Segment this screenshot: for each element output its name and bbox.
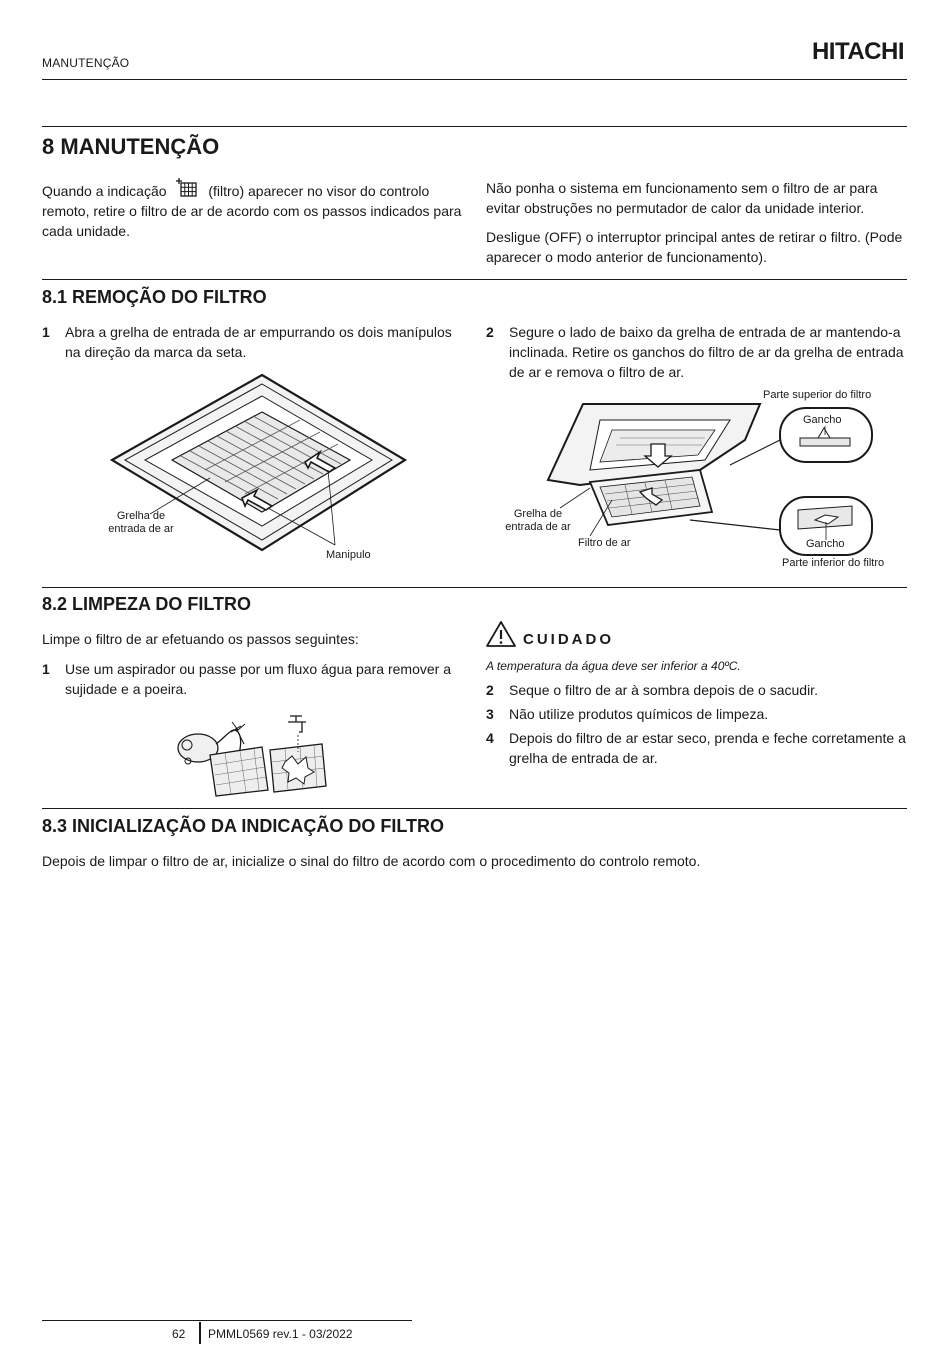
step-text: Não utilize produtos químicos de limpeza.: [509, 706, 769, 722]
intro-text-rest: remoto, retire o filtro de ar de acordo com os passos indicados para cada unidade.: [42, 203, 462, 239]
intro-right-p1: Não ponha o sistema em funcionamento sem o filtro de ar para evitar obstruções no permutador de calor da unidade interior.: [486, 180, 878, 216]
label-grelha-2-line1: Grelha de: [513, 508, 563, 520]
label-top-filter: Parte superior do filtro: [763, 389, 872, 401]
running-header: MANUTENÇÃO: [42, 56, 130, 70]
section-title-8-1: 8.1 REMOÇÃO DO FILTRO: [42, 287, 267, 307]
cleaning-step-4: [486, 728, 906, 768]
step-text: Segure o lado de baixo da grelha de entrada de ar mantendo-a inclinada. Retire os ganchos do filtro de ar da grelha de entrada de ar e remova o filtro de ar.: [509, 324, 904, 380]
document-reference: PMML0569 rev.1 - 03/2022: [208, 1327, 353, 1341]
label-filtro: Filtro de ar: [578, 537, 631, 549]
step-text: Depois do filtro de ar estar seco, prenda e feche corretamente a grelha de entrada de ar.: [509, 730, 906, 766]
label-gancho-bottom: Gancho: [806, 538, 845, 550]
label-grelha-line2: entrada de ar: [108, 523, 174, 535]
section-rule-8-3: [42, 808, 907, 809]
intro-text-before-icon: Quando a indicação: [42, 183, 167, 199]
hitachi-logo: HITACHI: [811, 38, 904, 65]
step-number: 1: [42, 661, 50, 677]
step-text: Use um aspirador ou passe por um fluxo água para remover a sujidade e a poeira.: [65, 661, 451, 697]
cleaning-step-3: [486, 704, 906, 724]
label-grelha-2-line2: entrada de ar: [505, 521, 571, 533]
caution-heading: CUIDADO: [523, 631, 614, 648]
page-number: 62: [172, 1327, 186, 1341]
label-grelha-line1: Grelha de: [116, 510, 166, 522]
step-number: 1: [42, 324, 50, 340]
intro-text-after-icon: (filtro) aparecer no visor do controlo: [208, 183, 430, 199]
step-number: 3: [486, 706, 494, 722]
intro-right-p2: Desligue (OFF) o interruptor principal antes de retirar o filtro. (Pode aparecer o modo anterior de funcionamento).: [486, 229, 903, 265]
filter-reset-text: Depois de limpar o filtro de ar, inicialize o sinal do filtro de acordo com o procedimento do controlo remoto.: [42, 853, 701, 869]
step-number: 2: [486, 324, 494, 340]
cleaning-step-2: [486, 680, 906, 700]
label-manipulo: Manipulo: [326, 549, 371, 561]
step-number: 2: [486, 682, 494, 698]
label-gancho-top: Gancho: [803, 414, 842, 426]
step-text: Abra a grelha de entrada de ar empurrando os dois manípulos na direção da marca da seta.: [65, 324, 452, 360]
footer-rule: [42, 1320, 412, 1321]
page-title: 8 MANUTENÇÃO: [42, 134, 220, 159]
section-title-8-2: 8.2 LIMPEZA DO FILTRO: [42, 594, 252, 614]
cleaning-intro: Limpe o filtro de ar efetuando os passos seguintes:: [42, 631, 359, 647]
section-title-8-3: 8.3 INICIALIZAÇÃO DA INDICAÇÃO DO FILTRO: [42, 816, 444, 836]
warning-icon: [487, 620, 519, 648]
label-bottom-filter: Parte inferior do filtro: [782, 557, 885, 569]
step-number: 4: [486, 730, 494, 746]
footer-divider: [199, 1322, 201, 1344]
step-text: Seque o filtro de ar à sombra depois de o sacudir.: [509, 682, 818, 698]
caution-note: A temperatura da água deve ser inferior a 40ºC.: [486, 659, 741, 673]
